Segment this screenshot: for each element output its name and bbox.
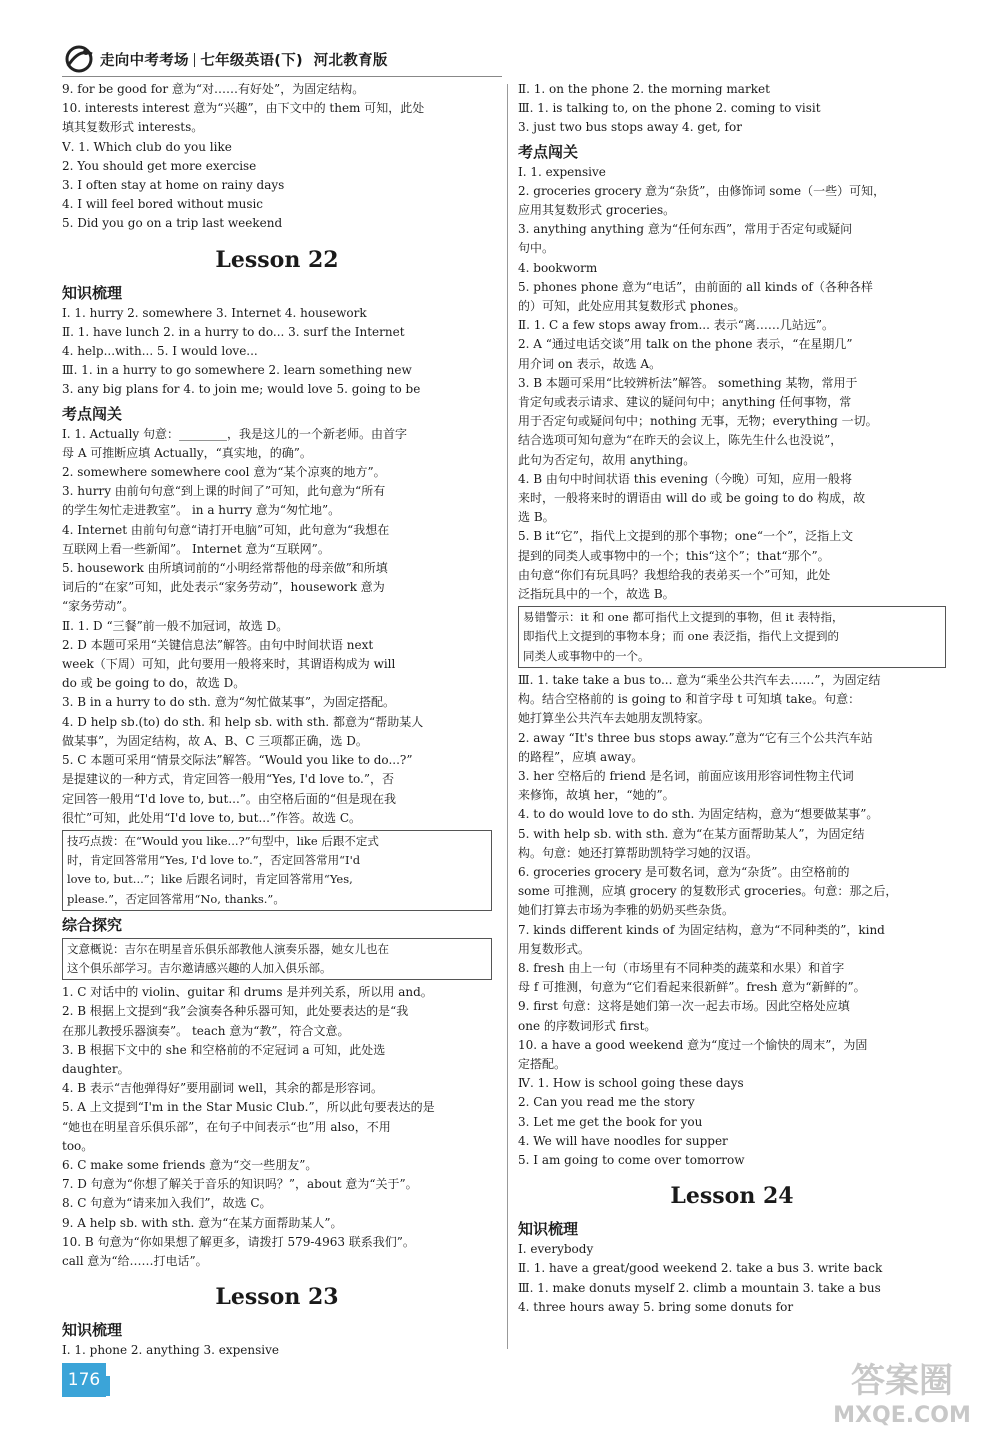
- answer-line: 3. B 本题可采用“比较辨析法”解答。 something 某物，常用于: [518, 375, 858, 390]
- answer-line: 结合选项可知句意为“在昨天的会议上，陈先生什么也没说”，: [518, 433, 843, 448]
- answer-line: 在那儿教授乐器演奏”。 teach 意为“教”，符合文意。: [62, 1023, 350, 1038]
- answer-line: Ⅲ. 1. make donuts myself 2. climb a mountain 3. take a bus: [518, 1280, 881, 1295]
- answer-line: 2. You should get more exercise: [62, 158, 257, 173]
- answer-line: 7. D 句意为“你想了解关于音乐的知识吗？”，about 意为“关于”。: [62, 1177, 418, 1192]
- answer-line: 5. C 本题可采用“情景交际法”解答。“Would you like to do...?”: [62, 753, 413, 768]
- section-heading: 考点闯关: [518, 142, 579, 161]
- publisher-label: 河北教育版: [313, 52, 388, 69]
- answer-line: 用于否定句或疑问句中；nothing 无事，无物；everything 一切。: [518, 414, 878, 429]
- answer-line: 9. first 句意：这将是她们第一次一起去市场。因此空格处应填: [518, 999, 850, 1014]
- note-line: please.”，否定回答常用“No, thanks.”。: [67, 891, 285, 906]
- answer-line: 3. hurry 由前句句意“到上课的时间了”可知，此句意为“所有: [62, 484, 386, 499]
- note-line: 技巧点拨：在“Would you like...?”句型中，like 后跟不定式: [67, 833, 379, 848]
- answer-line: 5. Did you go on a trip last weekend: [62, 216, 283, 231]
- answer-line: 9. A help sb. with sth. 意为“在某方面帮助某人”。: [62, 1215, 343, 1230]
- answer-line: 4. help...with... 5. I would love...: [62, 344, 258, 359]
- grade-label: 七年级英语(下): [200, 52, 303, 69]
- answer-line: 的学生匆忙走进教室”。 in a hurry 意为“匆忙地”。: [62, 503, 341, 518]
- answer-line: Ⅳ. 1. How is school going these days: [518, 1076, 744, 1091]
- answer-line: call 意为“给……打电话”。: [62, 1253, 208, 1268]
- answer-line: 很忙”可知，此处用“I'd love to, but...”作答。故选 C。: [62, 810, 362, 825]
- answer-line: too。: [62, 1138, 94, 1153]
- answer-line: 4. three hours away 5. bring some donuts for: [518, 1299, 794, 1314]
- left-column: [62, 80, 492, 1360]
- answer-line: 1. C 对话中的 violin、guitar 和 drums 是并列关系，所以用 and。: [62, 985, 433, 1000]
- answer-line: Ⅴ. 1. Which club do you like: [62, 139, 232, 154]
- answer-line: 4. D help sb.(to) do sth. 和 help sb. with sth. 都意为“帮助某人: [62, 714, 424, 729]
- answer-line: 10. interests interest 意为“兴趣”，由下文中的 them 可知，此处: [62, 101, 425, 116]
- answer-line: 3. anything anything 意为“任何东西”，常用于否定句或疑问: [518, 222, 853, 237]
- answer-line: 2. A “通过电话交谈”用 talk on the phone 表示，“在星期几”: [518, 337, 853, 352]
- answer-line: 词后的“在家”可知，此处表示“家务劳动”，housework 意为: [62, 580, 385, 595]
- answer-line: 肯定句或表示请求、建议的疑问句中；anything 任何事物，常: [518, 395, 852, 410]
- answer-line: 5. with help sb. with sth. 意为“在某方面帮助某人”，为固定结: [518, 826, 865, 841]
- note-line: 文意概说：吉尔在明星音乐俱乐部教他人演奏乐器，她女儿也在: [67, 941, 389, 956]
- answer-line: 5. B it“它”，指代上文提到的那个事物；one“一个”，泛指上文: [518, 529, 854, 544]
- answer-line: 用介词 on 表示，故选 A。: [518, 356, 662, 371]
- answer-line: 提到的同类人或事物中的一个；this“这个”；that“那个”。: [518, 548, 830, 563]
- answer-line: 3. Let me get the book for you: [518, 1114, 703, 1129]
- answer-line: 2. D 本题可采用“关键信息法”解答。由句中时间状语 next: [62, 637, 374, 652]
- answer-line: 9. for be good for 意为“对……有好处”，为固定结构。: [62, 82, 365, 96]
- answer-line: 2. somewhere somewhere cool 意为“某个凉爽的地方”。: [62, 465, 386, 480]
- answer-line: 5. A 上文提到“I'm in the Star Music Club.”，所以此句要表达的是: [62, 1100, 435, 1115]
- section-heading: 考点闯关: [62, 404, 123, 423]
- note-line: 时，肯定回答常用“Yes, I'd love to.”，否定回答常用“I'd: [67, 853, 361, 868]
- answer-line: 4. to do would love to do sth. 为固定结构，意为“想要做某事”。: [518, 807, 879, 822]
- answer-line: 句中。: [518, 241, 555, 256]
- answer-line: 4. bookworm: [518, 260, 598, 275]
- note-line: 即指代上文提到的事物本身；而 one 表泛指，指代上文提到的: [523, 629, 839, 644]
- answer-line: Ⅱ. 1. D “三餐”前一般不加冠词，故选 D。: [62, 618, 289, 633]
- answer-line: 互联网上看一些新闻”。 Internet 意为“互联网”。: [62, 541, 330, 556]
- answer-line: 的路程”，应填 away。: [518, 749, 644, 764]
- answer-line: 选 B。: [518, 510, 555, 525]
- note-line: 易错警示：it 和 one 都可指代上文提到的事物，但 it 表特指，: [523, 610, 844, 625]
- brand-name: 走向中考考场: [100, 52, 189, 69]
- answer-line: 定搭配。: [518, 1056, 567, 1071]
- answer-line: Ⅲ. 1. take take a bus to... 意为“乘坐公共汽车去……”，为固定结: [518, 672, 881, 687]
- answer-line: Ⅰ. 1. phone 2. anything 3. expensive: [62, 1343, 279, 1358]
- watermark-logo: [812, 1352, 992, 1428]
- page-number: 176: [62, 1363, 106, 1397]
- answer-line: 2. B 根据上文提到“我”会演奏各种乐器可知，此处要表达的是“我: [62, 1004, 409, 1019]
- answer-line: 母 A 可推断应填 Actually，“真实地，的确”。: [62, 445, 312, 460]
- answer-line: 5. housework 由所填词前的“小明经常帮他的母亲做”和所填: [62, 561, 388, 576]
- note-line: love to, but...”；like 后跟名词时，肯定回答常用“Yes,: [67, 872, 353, 887]
- answer-line: 4. We will have noodles for supper: [518, 1133, 728, 1148]
- answer-line: 构。结合空格前的 is going to 和首字母 t 可知填 take。句意：: [518, 692, 861, 707]
- answer-line: week（下周）可知，此句要用一般将来时，其谓语构成为 will: [62, 657, 396, 672]
- answer-line: 3. her 空格后的 friend 是名词，前面应该用形容词性物主代词: [518, 768, 854, 783]
- answer-line: 是提建议的一种方式，肯定回答一般用“Yes, I'd love to.”，否: [62, 772, 394, 787]
- section-heading: 知识梳理: [62, 283, 123, 302]
- note-box: [62, 938, 492, 980]
- answer-line: 她们打算去市场为李雅的奶奶买些杂货。: [518, 903, 735, 918]
- answer-line: 泛指玩具中的一个，故选 B。: [518, 587, 675, 602]
- logo-icon: [62, 44, 96, 74]
- answer-line: 她打算坐公共汽车去她朋友凯特家。: [518, 711, 711, 726]
- answer-line: 来修饰，故填 her，“她的”。: [518, 788, 675, 803]
- section-heading: 知识梳理: [62, 1321, 123, 1340]
- answer-line: Ⅰ. 1. expensive: [518, 164, 606, 179]
- answer-line: Ⅱ. 1. have lunch 2. in a hurry to do... 3. surf the Internet: [62, 324, 405, 339]
- answer-line: Ⅰ. 1. hurry 2. somewhere 3. Internet 4. housework: [62, 305, 367, 320]
- answer-line: 7. kinds different kinds of 为固定结构，意为“不同种类的”，kind: [518, 922, 885, 937]
- answer-line: daughter。: [62, 1061, 130, 1076]
- note-box: [62, 830, 492, 911]
- answer-line: do 或 be going to do，故选 D。: [62, 676, 246, 691]
- answer-line: 8. C 句意为“请来加入我们”，故选 C。: [62, 1196, 272, 1211]
- answer-line: one 的序数词形式 first。: [518, 1018, 657, 1033]
- answer-line: Ⅰ. 1. Actually 句意：________，我是这儿的一个新老师。由首字: [62, 426, 407, 441]
- answer-line: 6. groceries grocery 是可数名词，意为“杂货”。由空格前的: [518, 864, 850, 879]
- answer-line: 用复数形式。: [518, 941, 591, 956]
- answer-line: 母 f 可推测，句意为“它们看起来很新鲜”。fresh 意为“新鲜的”。: [518, 980, 866, 995]
- page-number-bar: [106, 1376, 110, 1396]
- note-box: [518, 606, 946, 668]
- page-header: [62, 44, 388, 74]
- answer-line: 构。句意：她还打算帮助凯特学习她的汉语。: [518, 845, 759, 860]
- lesson-title: Lesson 22: [215, 246, 339, 273]
- watermark-top: 答案圈: [851, 1361, 953, 1401]
- section-heading: 知识梳理: [518, 1220, 579, 1239]
- answer-line: 3. just two bus stops away 4. get, for: [518, 120, 742, 135]
- note-line: 这个俱乐部学习。吉尔邀请感兴趣的人加入俱乐部。: [67, 960, 332, 975]
- header-rule: [62, 76, 502, 77]
- section-heading: 综合探究: [62, 915, 123, 934]
- answer-line: 4. B 表示“吉他弹得好”要用副词 well，其余的都是形容词。: [62, 1081, 384, 1096]
- lesson-title: Lesson 24: [670, 1183, 794, 1210]
- answer-line: 的）可知，此处应用其复数形式 phones。: [518, 299, 746, 314]
- answer-line: 4. I will feel bored without music: [62, 197, 264, 212]
- answer-line: 由句意“你们有玩具吗？我想给我的表弟买一个”可知，此处: [518, 567, 831, 582]
- answer-line: 6. C make some friends 意为“交一些朋友”。: [62, 1157, 318, 1172]
- answer-line: 3. any big plans for 4. to join me; would love 5. going to be: [62, 382, 421, 397]
- answer-line: Ⅲ. 1. is talking to, on the phone 2. coming to visit: [518, 101, 821, 116]
- answer-line: 4. B 由句中时间状语 this evening（今晚）可知，应用一般将: [518, 471, 853, 486]
- answer-line: 2. groceries grocery 意为“杂货”，由修饰词 some（一些）可知，: [518, 183, 886, 198]
- header-title: [100, 49, 388, 70]
- answer-line: Ⅱ. 1. have a great/good weekend 2. take a bus 3. write back: [518, 1261, 883, 1276]
- answer-line: 8. fresh 由上一句（市场里有不同种类的蔬菜和水果）和首字: [518, 960, 845, 975]
- answer-line: Ⅰ. everybody: [518, 1242, 594, 1257]
- answer-line: Ⅱ. 1. on the phone 2. the morning market: [518, 82, 770, 96]
- answer-line: 定回答一般用“I'd love to, but...”。由空格后面的“但是现在我: [62, 791, 397, 806]
- column-divider: [507, 84, 508, 1349]
- answer-line: 5. I am going to come over tomorrow: [518, 1152, 745, 1167]
- answer-line: 3. B in a hurry to do sth. 意为“匆忙做某事”，为固定搭配。: [62, 695, 395, 710]
- right-column: [518, 80, 946, 1317]
- answer-line: 2. away “It's three bus stops away.”意为“它有三个公共汽车站: [518, 730, 873, 745]
- answer-line: some 可推测，应填 grocery 的复数形式 groceries。句意：那之后，: [518, 884, 898, 899]
- answer-line: 做某事”，为固定结构，故 A、B、C 三项都正确，选 D。: [62, 733, 368, 748]
- answer-line: 10. B 句意为“你如果想了解更多，请拨打 579-4963 联系我们”。: [62, 1234, 415, 1249]
- lesson-title: Lesson 23: [215, 1284, 339, 1311]
- answer-line: 2. Can you read me the story: [518, 1095, 695, 1110]
- answer-line: Ⅲ. 1. in a hurry to go somewhere 2. learn something new: [62, 363, 412, 378]
- answer-line: 应用其复数形式 groceries。: [518, 203, 676, 218]
- answer-line: 填其复数形式 interests。: [62, 120, 204, 135]
- answer-line: 4. Internet 由前句句意“请打开电脑”可知，此句意为“我想在: [62, 522, 390, 537]
- watermark-bottom: MXQE.COM: [833, 1403, 971, 1428]
- answer-line: 10. a have a good weekend 意为“度过一个愉快的周末”，为固: [518, 1037, 868, 1052]
- answer-line: “她也在明星音乐俱乐部”，在句子中间表示“也”用 also，不用: [62, 1119, 391, 1134]
- note-line: 同类人或事物中的一个。: [523, 648, 650, 663]
- header-separator: [194, 53, 196, 67]
- answer-line: Ⅱ. 1. C a few stops away from... 表示“离……几站远”。: [518, 318, 834, 333]
- answer-line: 3. B 根据下文中的 she 和空格前的不定冠词 a 可知，此处选: [62, 1042, 386, 1057]
- answer-line: 3. I often stay at home on rainy days: [62, 178, 285, 193]
- answer-line: 来时，一般将来时的谓语由 will do 或 be going to do 构成，故: [518, 491, 866, 506]
- answer-line: 5. phones phone 意为“电话”，由前面的 all kinds of（各种各样: [518, 279, 873, 294]
- answer-line: “家务劳动”。: [62, 599, 135, 614]
- answer-line: 此句为否定句，故用 anything。: [518, 452, 696, 467]
